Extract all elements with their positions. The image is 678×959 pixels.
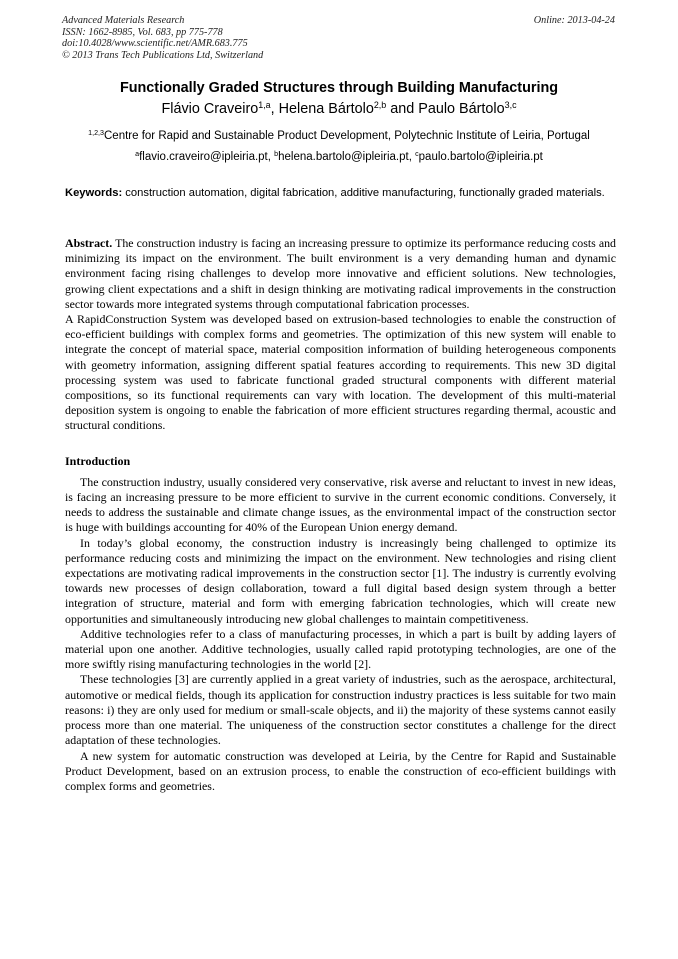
- intro-paragraph: A new system for automatic construction was developed at Leiria, by the Centre for Rapid and Sustainable Product Development, based on an extrusion process, to enable the construction of eco-efficient buildings with complex forms and geometries.: [65, 748, 616, 793]
- author-sup: 2,b: [373, 100, 387, 111]
- paper-body: [65, 236, 616, 794]
- abstract-text: The construction industry is facing an increasing pressure to optimize its performance reducing costs and minimizing its impact on the environment. The built environment is a very demanding human and dynamic environment facing rising challenges to develop more innovative and efficient solutions. New technologies, growing client expectations and a shift in design thinking are motivating radical improvements in the construction sector towards more integrated systems through computational fabrication processes.: [65, 236, 616, 311]
- issn-line: ISSN: 1662-8985, Vol. 683, pp 775-778: [62, 26, 223, 38]
- online-date: Online: 2013-04-24: [533, 15, 615, 26]
- email-sup: c: [415, 150, 419, 159]
- author-list: [40, 101, 638, 117]
- email-address[interactable]: flavio.craveiro@ipleiria.pt: [139, 151, 268, 163]
- email-address[interactable]: paulo.bartolo@ipleiria.pt: [418, 151, 543, 163]
- abstract-paragraph: A RapidConstruction System was developed based on extrusion-based technologies to enable the construction of eco-efficient buildings with complex forms and geometries. The optimization of this new system will enable to integrate the concept of material space, material composition information of building heterogeneous components with geometry information, assigning different spatial features according to requirements. This new 3D digital processing system was used to fabricate functional graded structural components with different material compositions, so its functional requirements can vary with location. The development of this multi-material deposition system is ongoing to enable the fabrication of more efficient structures regarding thermal, acoustic and structural conditions.: [65, 312, 616, 433]
- abstract-label: Abstract.: [65, 236, 113, 250]
- paper-title: Functionally Graded Structures through Building Manufacturing: [119, 80, 559, 96]
- affiliation-sup: 1,2,3: [88, 129, 104, 138]
- author-separator: ,: [270, 101, 279, 117]
- journal-name: Advanced Materials Research: [62, 15, 185, 26]
- intro-paragraph: Additive technologies refer to a class of manufacturing processes, in which a part is built by adding layers of material upon one another. Additive technologies, usually called rapid prototyping technologies, are one of the more swiftly rising manufacturing technologies in the world [2].: [65, 626, 616, 672]
- email-sup: b: [274, 150, 279, 159]
- author-name: Helena Bártolo: [278, 101, 374, 117]
- email-separator: ,: [408, 151, 416, 163]
- intro-paragraph: In today’s global economy, the construction industry is increasingly being challenged to optimize its performance reducing costs and minimizing the impact on the environment. New technologies and rising client expectations are motivating radical improvements in the construction sector [1]. The industry is currently evolving towards new processes of design collaboration, toward a full digital based design system through a better integration of structure, material and form with emerging fabrication technologies, which will create new opportunities and simultaneously introducing new global challenges to maintain competitiveness.: [65, 535, 616, 626]
- author-sup: 3,c: [504, 100, 517, 111]
- author-name: Flávio Craveiro: [161, 101, 259, 117]
- keywords: [65, 186, 616, 201]
- copyright-line: © 2013 Trans Tech Publications Ltd, Switzerland: [62, 49, 264, 61]
- email-separator: ,: [267, 151, 275, 163]
- keywords-text: construction automation, digital fabrication, additive manufacturing, functionally graded materials.: [122, 187, 605, 199]
- author-sup: 1,a: [258, 100, 271, 111]
- author-separator: and: [386, 101, 419, 117]
- journal-header: [62, 15, 422, 61]
- intro-paragraph: The construction industry, usually considered very conservative, risk averse and reluctant to invest in new ideas, is facing an increasing pressure to be more efficient to survive in the current economic conditions. Conversely, it needs to address the sustainable and climate change issues, as the environmental impact of the construction sector is huge with buildings accounting for 40% of the European Union energy demand.: [65, 474, 616, 535]
- affiliation: [20, 130, 658, 142]
- author-name: Paulo Bártolo: [418, 101, 505, 117]
- keywords-label: Keywords:: [65, 187, 123, 199]
- affiliation-text: Centre for Rapid and Sustainable Product Development, Polytechnic Institute of Leiria, Portugal: [104, 130, 590, 142]
- email-list: [20, 151, 658, 163]
- abstract-paragraph: [65, 236, 616, 312]
- doi-line[interactable]: doi:10.4028/www.scientific.net/AMR.683.775: [62, 38, 248, 49]
- section-heading: Introduction: [65, 453, 131, 468]
- email-sup: a: [135, 150, 140, 159]
- intro-paragraph: These technologies [3] are currently applied in a great variety of industries, such as the aerospace, architectural, automotive or medical fields, though its application for construction industry practices is less suitable for two main reasons: i) they are only used for medium or small-scale objects, and ii) the majority of these systems cannot easily process more than one material. The uniqueness of the construction sector constitutes a challenge for the direct adaptation of these technologies.: [65, 672, 616, 748]
- email-address[interactable]: helena.bartolo@ipleiria.pt: [278, 151, 409, 163]
